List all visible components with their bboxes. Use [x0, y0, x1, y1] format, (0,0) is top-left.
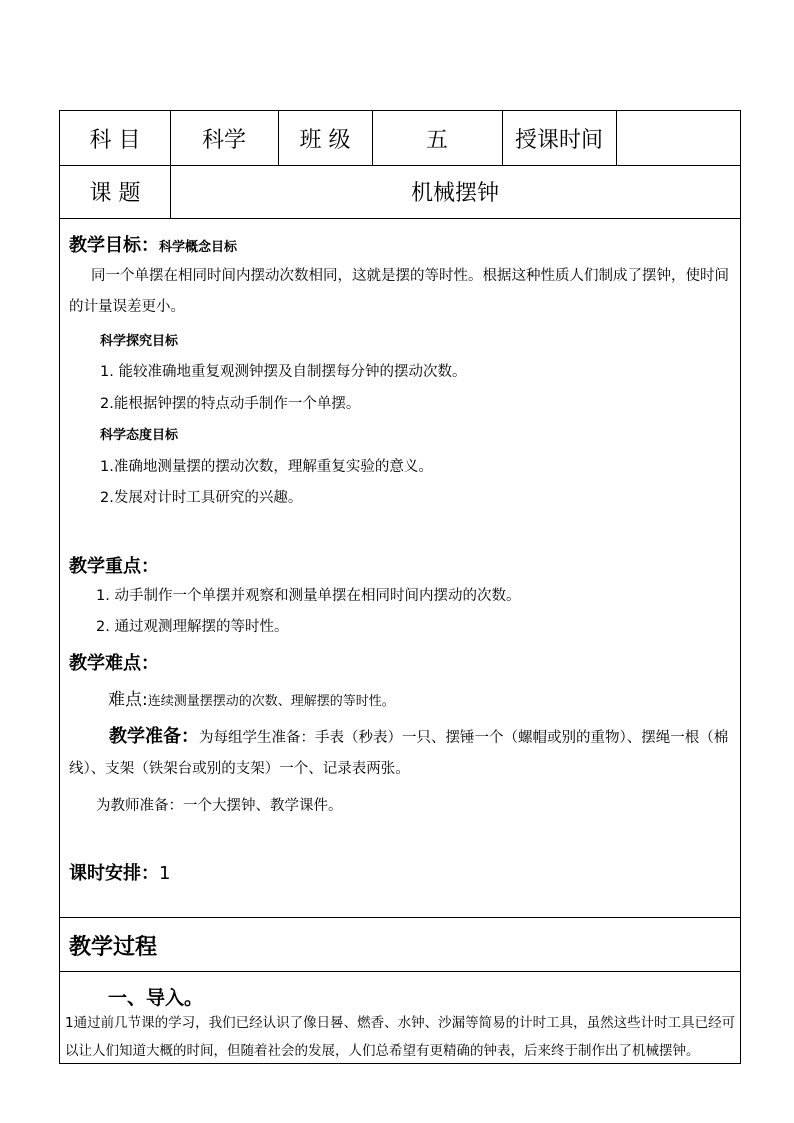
attitude-heading: 科学态度目标: [100, 428, 179, 443]
schedule-value: 1: [159, 863, 171, 884]
attitude-item-1: 1.准确地测量摆的摆动次数，理解重复实验的意义。: [100, 459, 433, 475]
preparation-teacher-text: 为教师准备：一个大摆钟、教学课件。: [96, 798, 343, 814]
concept-text: 同一个单摆在相同时间内摆动次数相同，这就是摆的等时性。根据这种性质人们制成了摆钟，使时间的计量误差更小。: [69, 268, 729, 315]
preparation-student-text: 为每组学生准备：手表（秒表）一只、摆锤一个（螺帽或别的重物）、摆绳一根（棉线）、支架（铁架台或别的支架）一个、记录表两张。: [69, 730, 729, 777]
section-title: 一、导入。: [108, 987, 204, 1009]
difficulties-line: [108, 685, 395, 710]
preparation-heading: 教学准备：: [109, 726, 199, 747]
class-label: 班 级: [299, 127, 351, 153]
key-point-1: 1. 动手制作一个单摆并观察和测量单摆在相同时间内摆动的次数。: [96, 588, 521, 604]
difficulties-label: 难点:: [108, 690, 148, 710]
row-divider: [60, 218, 740, 219]
process-heading: 教学过程: [69, 935, 158, 960]
row-divider: [60, 971, 740, 972]
key-points-heading: 教学重点：: [69, 556, 159, 577]
subject-value: 科学: [201, 127, 246, 153]
objectives-heading: 教学目标：: [69, 235, 159, 256]
concept-heading: 科学概念目标: [159, 240, 238, 255]
time-value: [616, 111, 740, 165]
inquiry-heading: 科学探究目标: [100, 334, 179, 349]
inquiry-item-2: 2.能根据钟摆的特点动手制作一个单摆。: [100, 396, 361, 412]
attitude-item-2: 2.发展对计时工具研究的兴趣。: [100, 490, 303, 506]
lesson-plan-table: [59, 110, 741, 1064]
objectives-heading-line: [69, 231, 237, 257]
schedule-line: [69, 859, 170, 885]
row-divider: [60, 917, 740, 918]
inquiry-item-1: 1. 能较准确地重复观测钟摆及自制摆每分钟的摆动次数。: [100, 364, 467, 380]
topic-value: 机械摆钟: [410, 181, 499, 206]
difficulties-heading: 教学难点：: [69, 653, 159, 674]
subject-label: 科 目: [89, 127, 141, 153]
schedule-label: 课时安排：: [69, 863, 159, 884]
preparation-block: [69, 721, 739, 785]
intro-text: 1通过前几节课的学习，我们已经认识了像日晷、燃香、水钟、沙漏等简易的计时工具，虽然这些计时工具已经可以让人们知道大概的时间，但随着社会的发展，人们总希望有更精确的钟表，后来终于制作出了机械摆钟。: [65, 1015, 736, 1059]
class-value: 五: [425, 127, 448, 153]
time-label: 授课时间: [514, 127, 603, 153]
topic-label: 课 题: [89, 181, 141, 206]
difficulties-text: 连续测量摆摆动的次数、理解摆的等时性。: [147, 694, 395, 709]
key-point-2: 2. 通过观测理解摆的等时性。: [96, 619, 289, 635]
